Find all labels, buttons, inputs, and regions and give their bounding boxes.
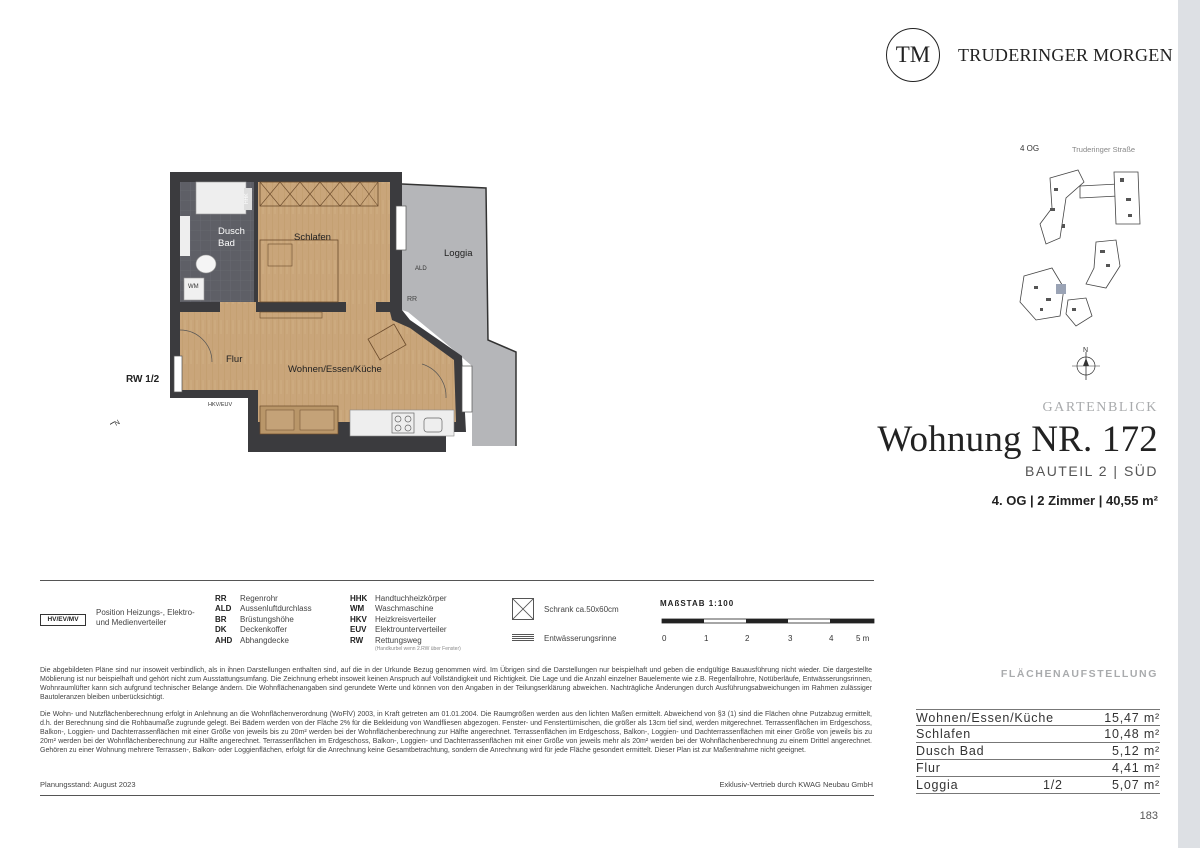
areas-table [916,709,1160,794]
scale-bar [660,599,876,649]
ald-label: ALD [415,266,427,272]
disclaimer-paragraph-2: Die Wohn- und Nutzflächenberechnung erfolgt in Anlehnung an die Wohnflächenverordnung (WoFlV) 2003, in Kraft getreten am 01.01.2004. Die Raumgrößen werden aus den lichten Maßen ermittelt. Abweichend von §3 (1) sind die Flächen ohne Putzabzug ermittelt, d.h. der Berechnung sind die Rohbaumaße zugrunde gelegt. Bei Bädern werden von der Fläche 2% für die Bekleidung von Wandfliesen abgezogen. Fenster- und Fenstertürnischen, die größer als 13cm tief sind, werden mitgerechnet. Terrassenflächen im Erdgeschoss, Balkon-, Loggien- und Dachterrassenflächen mit einer Größe von jeweils bis zu 20m² werden bei der Wohnflächenberechnung zur Hälfte angerechnet. Terrassenflächen im Erdgeschoss, Balkon-, Loggien- und Dachterrassenflächen mit einer Größe von jeweils bis zu 20m² werden bei der Wohnflächenberechnung zur Hälfte angerechnet. Terrassenflächen im Erdgeschoss, Balkon-, Loggien- und Dachterrassenflächen mit einer Größe von jeweils mehr als 20m² werden bei der Wohnflächenberechnung zu einem Drittel angerechnet. Gehören zu einer Wohnung mehrere Terrassen-, Balkon- oder Loggienflächen, erfolgt für die Anrechnung keine Gesamtbetrachtung, sondern die Anrechnung wird für jede Fläche gesondert ermittelt. Dieser Plan ist zur Maßentnahme nicht geeignet. [40,711,872,754]
legend-divider [40,580,874,581]
unit-category: GARTENBLICK [1042,400,1158,415]
schrank-symbol [512,598,534,620]
rinne-symbol [512,634,534,642]
rw-label: RW 1/2 [126,374,160,385]
unit-info [877,400,1158,508]
room-label-dusch: Dusch [218,226,245,237]
plan-compass [110,420,114,452]
table-row: Schlafen 10,48 m² [916,727,1160,741]
brand-logo [886,28,1173,82]
abbr-row: AHD Abhangdecke [215,635,289,645]
rr-label: RR [407,296,418,303]
scale-tick: 4 [829,634,834,643]
wm-label: WM [188,284,199,290]
room-label-flur: Flur [226,354,243,365]
floor-plan-drawing [110,160,530,460]
abbr-row: HKV Heizkreisverteiler [350,614,437,624]
site-plan [1010,138,1160,388]
abbr-row: RW Rettungsweg [350,635,422,645]
unit-bauteil: BAUTEIL 2 | SÜD [1025,463,1158,479]
plan-compass-n: N [113,419,122,428]
abbreviation-list-2 [350,594,461,652]
rw-note: (Handkurbel wenn 2.RW über Fenster) [375,646,461,653]
abbr-row: WM Waschmaschine [350,604,434,614]
brand-monogram: TM [886,28,940,82]
table-row: Flur 4,41 m² [916,761,1160,775]
abbr-row: RR Regenrohr [215,594,278,603]
room-label-wohnen: Wohnen/Essen/Küche [288,364,382,375]
room-label-bad: Bad [218,238,235,249]
abbr-row: DK Deckenkoffer [215,625,287,635]
scale-tick: 1 [704,634,709,643]
hv-ev-mv-symbol: HV/EV/MV [40,614,86,626]
site-floor-label: 4 OG [1020,144,1040,153]
table-row: Loggia 1/2 5,07 m² [916,778,1160,792]
planning-status: Planungsstand: August 2023 [40,780,136,789]
scale-tick: 5 m [856,634,870,643]
room-label-loggia: Loggia [444,248,473,259]
footer-divider [40,795,874,796]
page-number: 183 [1139,810,1158,822]
unit-marker [1056,284,1066,294]
site-compass [1072,352,1100,380]
site-compass-n: N [1083,347,1089,354]
hv-description: Position Heizungs-, Elektro- und Medienverteiler [96,608,195,627]
abbr-row: BR Brüstungshöhe [215,614,294,624]
site-street-label: Truderinger Straße [1072,145,1136,154]
scale-label: MAßSTAB 1:100 [660,599,735,608]
scale-graphic [660,613,876,653]
disclaimer-paragraph-1: Die abgebildeten Pläne sind nur insoweit verbindlich, als in ihnen Darstellungen enthalten sind, auf die in der Urkunde Bezug genommen wird. Im Übrigen sind die Darstellungen nur beispielhaft und geben die endgültige Bauausführung nicht wieder. Die dargestellte Möblierung ist nur beispielhaft und gehört nicht zum Ausstattungsumfang. Die Zeichnung erhebt insoweit keinen Anspruch auf Vollständigkeit und Richtigkeit. Die Lage und die Anzahl einzelner Bauelemente wie z.B. Regenfallrohre, Notüberläufe, Entwässerungsrinnen, Wohnraumlüfter kann sich aufgrund technischer Belange ändern. Die Wohnflächenangaben sind gerundete Werte und können von den Angaben in der Teilungserklärung abweichen. Nachträgliche Änderungen durch Ausführungsabweichungen im Rahmen zulässiger Bautoleranzen bleiben unberücksichtigt. [40,667,872,701]
areas-title: FLÄCHENAUFSTELLUNG [1000,668,1158,680]
scale-tick: 2 [745,634,750,643]
table-row: Dusch Bad 5,12 m² [916,744,1160,758]
unit-title: Wohnung NR. 172 [877,419,1158,460]
abbreviation-list-1 [215,594,312,646]
schrank-label: Schrank ca.50x60cm [544,605,619,614]
site-plan-drawing [1010,138,1160,388]
scale-tick: 3 [788,634,793,643]
abbr-row: ALD Aussenluftdurchlass [215,604,312,614]
rinne-label: Entwässerungsrinne [544,634,617,643]
scale-tick: 0 [662,634,667,643]
abbr-row: HHK Handtuchheizkörper [350,594,447,603]
brand-name: TRUDERINGER MORGEN [958,44,1173,65]
unit-summary: 4. OG | 2 Zimmer | 40,55 m² [991,493,1158,508]
hhk-label: HHK [244,193,250,204]
sales-note: Exklusiv-Vertrieb durch KWAG Neubau GmbH [719,780,873,789]
hkv-label: HKV/EUV [208,402,233,408]
table-row: Wohnen/Essen/Küche 15,47 m² [916,711,1160,725]
floor-plan [110,160,530,460]
abbr-row: EUV Elektrounterverteiler [350,625,447,635]
room-label-schlafen: Schlafen [294,232,331,243]
page-edge-strip [1178,0,1200,848]
